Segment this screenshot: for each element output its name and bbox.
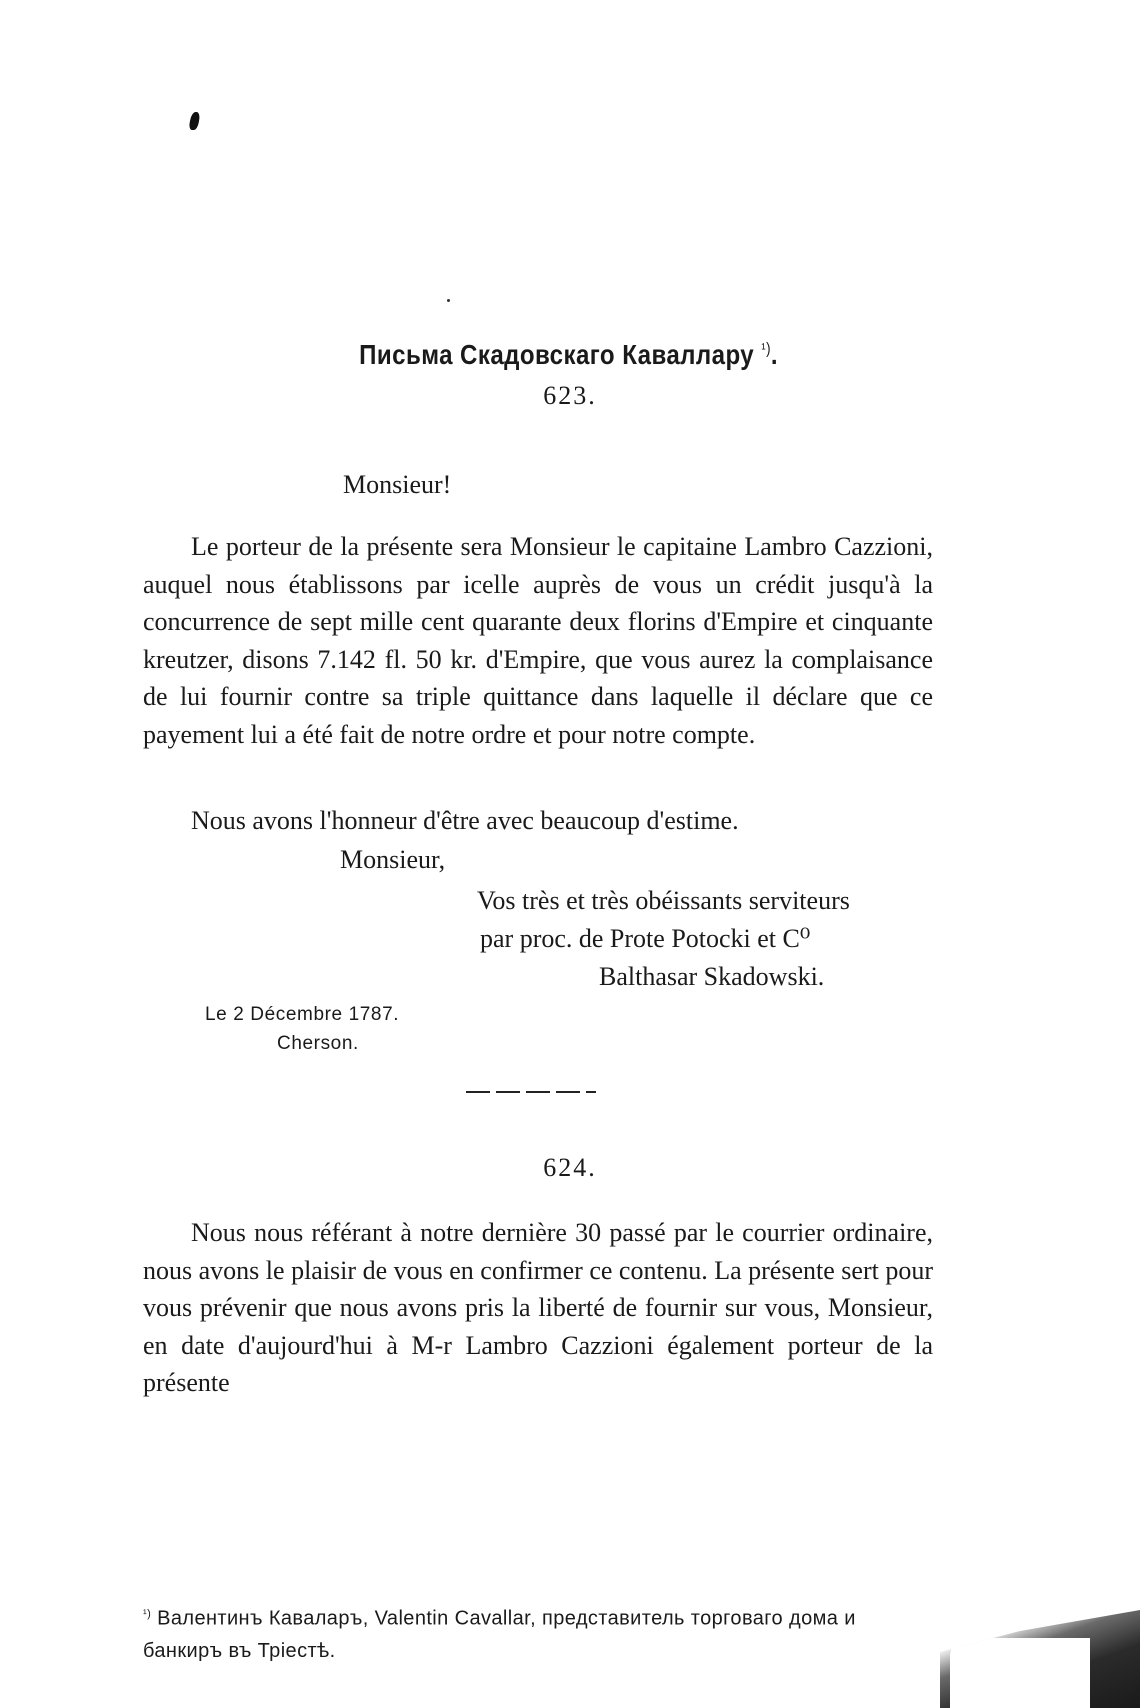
letter-623-paragraph: Le porteur de la présente sera Monsieur le capitaine Lambro Cazzioni, auquel nous établissons par icelle auprès de vous un crédit jusqu'à la concurrence de sept mille cent quarante deux florins d'Empire et cinquante kreutzer, disons 7.142 fl. 50 kr. d'Empire, que vous aurez la complaisance de lui fournir contre sa triple quittance dans laquelle il déclare que ce payement lui a été fait de notre ordre et pour notre compte. bbox=[143, 532, 933, 749]
section-separator bbox=[466, 1091, 596, 1093]
signature-line-1: Vos très et très obéissants serviteurs bbox=[477, 886, 850, 915]
date-place-block bbox=[205, 1000, 399, 1058]
letter-number-623: 623. bbox=[543, 381, 597, 410]
heading-footnote-ref: ¹) bbox=[761, 340, 771, 358]
heading-title: Письма Скадовскаго Каваллару bbox=[359, 339, 755, 370]
footnote bbox=[143, 1598, 933, 1667]
scan-corner-shadow bbox=[940, 1568, 1140, 1708]
scan-corner-highlight bbox=[950, 1638, 1090, 1708]
closing-address: Monsieur, bbox=[340, 845, 446, 874]
signature-block bbox=[477, 882, 850, 996]
ink-dot bbox=[447, 299, 450, 302]
salutation: Monsieur! bbox=[343, 470, 452, 499]
letter-number-624: 624. bbox=[543, 1153, 597, 1182]
letter-place: Cherson. bbox=[277, 1033, 359, 1054]
section-heading bbox=[78, 339, 1058, 371]
letter-624-body bbox=[143, 1214, 933, 1402]
footnote-text: Валентинъ Каваларъ, Valentin Cavallar, представитель торговаго дома и банкиръ въ Тріестѣ. bbox=[143, 1607, 856, 1662]
signature-line-3: Balthasar Skadowski. bbox=[599, 962, 825, 991]
letter-624-paragraph: Nous nous référant à notre dernière 30 passé par le courrier ordinaire, nous avons le plaisir de vous en confirmer ce contenu. La présente sert pour vous prévenir que nous avons pris la liberté de fournir sur vous, Monsieur, en date d'aujourd'hui à M-r Lambro Cazzioni également porteur de la présente bbox=[143, 1218, 933, 1397]
footnote-marker: ¹) bbox=[143, 1608, 152, 1620]
letter-date: Le 2 Décembre 1787. bbox=[205, 1004, 400, 1025]
heading-period: . bbox=[770, 339, 779, 370]
letter-623-body bbox=[143, 528, 933, 753]
ink-blot bbox=[188, 112, 200, 130]
closing-line: Nous avons l'honneur d'être avec beaucoup d'estime. bbox=[191, 806, 739, 835]
signature-line-2: par proc. de Prote Potocki et C⁰ bbox=[480, 924, 811, 953]
